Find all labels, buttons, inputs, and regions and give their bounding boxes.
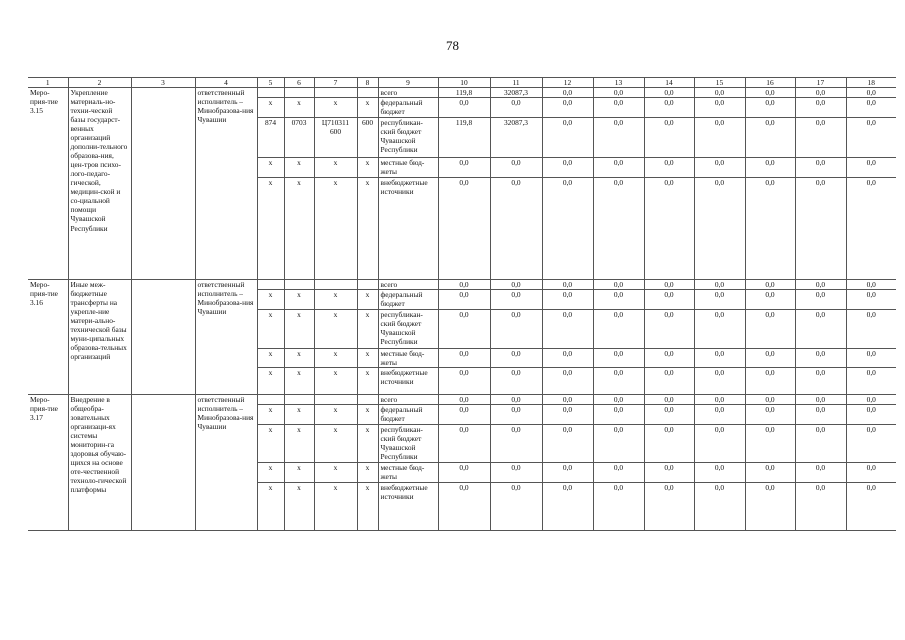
amount-value: 0,0 (490, 463, 542, 483)
amount-value: 0,0 (795, 405, 846, 425)
code-expense: x (357, 310, 378, 349)
amount-value: 0,0 (745, 463, 795, 483)
amount-value: 32087,3 (490, 88, 542, 98)
code-expense: x (357, 463, 378, 483)
executor: ответственный исполнитель – Минобразова-ния Чувашии (195, 88, 257, 280)
amount-value: 0,0 (745, 98, 795, 118)
amount-value: 0,0 (593, 280, 644, 290)
column-number: 15 (694, 78, 745, 88)
amount-value: 0,0 (542, 349, 593, 368)
amount-value: 0,0 (745, 483, 795, 531)
amount-value: 0,0 (644, 463, 694, 483)
amount-value: 0,0 (745, 88, 795, 98)
code-expense (357, 88, 378, 98)
code-grbs: x (257, 310, 284, 349)
code-grbs (257, 88, 284, 98)
amount-value: 0,0 (593, 483, 644, 531)
code-expense (357, 280, 378, 290)
amount-value: 0,0 (694, 368, 745, 395)
code-section: 0703 (284, 118, 314, 158)
amount-value: 0,0 (846, 178, 896, 280)
amount-value: 0,0 (438, 405, 490, 425)
amount-value: 0,0 (745, 280, 795, 290)
code-section (284, 395, 314, 405)
amount-value: 0,0 (694, 483, 745, 531)
amount-value: 0,0 (490, 425, 542, 463)
column-number: 16 (745, 78, 795, 88)
amount-value: 0,0 (490, 310, 542, 349)
amount-value: 0,0 (846, 280, 896, 290)
amount-value: 0,0 (795, 178, 846, 280)
table-row (28, 280, 896, 290)
funding-source: федеральный бюджет (378, 405, 438, 425)
amount-value: 0,0 (745, 290, 795, 310)
amount-value: 0,0 (542, 425, 593, 463)
amount-value: 0,0 (644, 349, 694, 368)
amount-value: 0,0 (795, 425, 846, 463)
amount-value: 0,0 (542, 483, 593, 531)
amount-value: 0,0 (644, 405, 694, 425)
code-target: x (314, 178, 357, 280)
amount-value: 0,0 (593, 88, 644, 98)
code-grbs: x (257, 463, 284, 483)
amount-value: 0,0 (694, 349, 745, 368)
code-expense: 600 (357, 118, 378, 158)
amount-value: 0,0 (644, 425, 694, 463)
amount-value: 0,0 (694, 310, 745, 349)
funding-source: внебюджетные источники (378, 483, 438, 531)
amount-value: 0,0 (542, 158, 593, 178)
code-target: x (314, 158, 357, 178)
amount-value: 0,0 (542, 395, 593, 405)
column-number: 7 (314, 78, 357, 88)
amount-value: 0,0 (795, 483, 846, 531)
amount-value: 0,0 (438, 98, 490, 118)
code-section: x (284, 158, 314, 178)
budget-table (28, 77, 896, 531)
amount-value: 0,0 (795, 349, 846, 368)
amount-value: 0,0 (593, 395, 644, 405)
amount-value: 0,0 (438, 290, 490, 310)
amount-value: 0,0 (490, 280, 542, 290)
amount-value: 0,0 (593, 290, 644, 310)
amount-value: 0,0 (593, 178, 644, 280)
amount-value: 0,0 (438, 310, 490, 349)
code-target: x (314, 368, 357, 395)
code-expense: x (357, 368, 378, 395)
code-expense: x (357, 178, 378, 280)
code-section: x (284, 290, 314, 310)
amount-value: 0,0 (438, 425, 490, 463)
code-expense: x (357, 425, 378, 463)
amount-value: 0,0 (593, 405, 644, 425)
amount-value: 0,0 (644, 280, 694, 290)
amount-value: 0,0 (795, 290, 846, 310)
executor: ответственный исполнитель – Минобразова-ния Чувашии (195, 280, 257, 395)
amount-value: 0,0 (542, 290, 593, 310)
amount-value: 0,0 (644, 310, 694, 349)
amount-value: 0,0 (694, 395, 745, 405)
code-section: x (284, 425, 314, 463)
code-expense: x (357, 98, 378, 118)
amount-value: 0,0 (542, 368, 593, 395)
amount-value: 0,0 (846, 405, 896, 425)
amount-value: 0,0 (694, 88, 745, 98)
amount-value: 0,0 (745, 178, 795, 280)
amount-value: 0,0 (593, 158, 644, 178)
amount-value: 0,0 (846, 425, 896, 463)
code-section (284, 88, 314, 98)
amount-value: 0,0 (795, 280, 846, 290)
column-number-row (28, 78, 896, 88)
code-grbs (257, 280, 284, 290)
funding-source: республикан-ский бюджет Чувашской Республики (378, 310, 438, 349)
code-grbs (257, 395, 284, 405)
code-grbs: x (257, 349, 284, 368)
amount-value: 0,0 (593, 98, 644, 118)
column-number: 6 (284, 78, 314, 88)
amount-value: 0,0 (694, 405, 745, 425)
code-target: x (314, 483, 357, 531)
page-number: 78 (446, 38, 459, 53)
funding-source: всего (378, 395, 438, 405)
amount-value: 0,0 (694, 290, 745, 310)
code-section: x (284, 483, 314, 531)
code-section: x (284, 310, 314, 349)
code-grbs: x (257, 368, 284, 395)
table-row (28, 88, 896, 98)
column-number: 1 (28, 78, 68, 88)
amount-value: 0,0 (490, 483, 542, 531)
amount-value: 0,0 (745, 158, 795, 178)
amount-value: 0,0 (593, 349, 644, 368)
amount-value: 0,0 (795, 395, 846, 405)
column-number: 2 (68, 78, 131, 88)
amount-value: 0,0 (644, 483, 694, 531)
amount-value: 0,0 (542, 178, 593, 280)
column-number: 17 (795, 78, 846, 88)
amount-value: 0,0 (490, 98, 542, 118)
amount-value: 0,0 (542, 405, 593, 425)
amount-value: 0,0 (593, 118, 644, 158)
amount-value: 0,0 (644, 98, 694, 118)
amount-value: 0,0 (846, 118, 896, 158)
amount-value: 0,0 (542, 98, 593, 118)
amount-value: 0,0 (438, 483, 490, 531)
code-section (284, 280, 314, 290)
funding-source: внебюджетные источники (378, 178, 438, 280)
amount-value: 0,0 (795, 98, 846, 118)
code-expense: x (357, 158, 378, 178)
amount-value: 0,0 (846, 88, 896, 98)
funding-source: внебюджетные источники (378, 368, 438, 395)
amount-value: 0,0 (490, 395, 542, 405)
amount-value: 0,0 (490, 290, 542, 310)
empty-cell (131, 88, 195, 280)
amount-value: 0,0 (694, 118, 745, 158)
code-target (314, 88, 357, 98)
amount-value: 0,0 (542, 118, 593, 158)
code-target: x (314, 310, 357, 349)
amount-value: 0,0 (490, 405, 542, 425)
funding-source: республикан-ский бюджет Чувашской Республики (378, 118, 438, 158)
amount-value: 0,0 (490, 158, 542, 178)
amount-value: 0,0 (846, 310, 896, 349)
column-number: 4 (195, 78, 257, 88)
amount-value: 0,0 (745, 118, 795, 158)
empty-cell (131, 280, 195, 395)
amount-value: 0,0 (542, 88, 593, 98)
code-section: x (284, 98, 314, 118)
amount-value: 0,0 (795, 88, 846, 98)
code-expense: x (357, 405, 378, 425)
amount-value: 0,0 (490, 349, 542, 368)
funding-source: местные бюд-жеты (378, 349, 438, 368)
amount-value: 0,0 (846, 290, 896, 310)
amount-value: 0,0 (694, 178, 745, 280)
code-grbs: x (257, 483, 284, 531)
measure-title: Иные меж-бюджетные трансферты на укрепле-ние матери-ально-технической базы муни-ципальных образова-тельных организаций (68, 280, 131, 395)
measure-title: Внедрение в общеобра-зовательных организаци-ях системы мониторин-га здоровья обучаю-щихся на основе оте-чественной техноло-гической платформы (68, 395, 131, 531)
amount-value: 0,0 (694, 158, 745, 178)
amount-value: 0,0 (745, 349, 795, 368)
code-grbs: x (257, 178, 284, 280)
column-number: 13 (593, 78, 644, 88)
code-section: x (284, 349, 314, 368)
amount-value: 0,0 (846, 158, 896, 178)
measure-number: Меро-прия-тие 3.15 (28, 88, 68, 280)
amount-value: 0,0 (438, 395, 490, 405)
funding-source: местные бюд-жеты (378, 158, 438, 178)
amount-value: 0,0 (644, 178, 694, 280)
column-number: 18 (846, 78, 896, 88)
measure-number: Меро-прия-тие 3.16 (28, 280, 68, 395)
amount-value: 0,0 (542, 280, 593, 290)
code-grbs: x (257, 290, 284, 310)
funding-source: всего (378, 280, 438, 290)
amount-value: 0,0 (745, 395, 795, 405)
amount-value: 0,0 (795, 310, 846, 349)
amount-value: 0,0 (846, 463, 896, 483)
funding-source: всего (378, 88, 438, 98)
amount-value: 0,0 (694, 463, 745, 483)
amount-value: 0,0 (846, 368, 896, 395)
amount-value: 0,0 (644, 118, 694, 158)
code-target: x (314, 349, 357, 368)
amount-value: 0,0 (438, 280, 490, 290)
amount-value: 0,0 (438, 463, 490, 483)
amount-value: 0,0 (745, 405, 795, 425)
executor: ответственный исполнитель – Минобразова-ния Чувашии (195, 395, 257, 531)
amount-value: 119,8 (438, 88, 490, 98)
funding-source: местные бюд-жеты (378, 463, 438, 483)
amount-value: 32087,3 (490, 118, 542, 158)
code-target: Ц710311 600 (314, 118, 357, 158)
amount-value: 119,8 (438, 118, 490, 158)
measure-title: Укрепление материаль-но-техни-ческой базы государст-венных организаций дополни-тельного образова-ния, цен-тров психо-лого-педаго-гической, медицин-ской и со-циальной помощи Чувашской Республики (68, 88, 131, 280)
column-number: 8 (357, 78, 378, 88)
amount-value: 0,0 (438, 349, 490, 368)
code-section: x (284, 368, 314, 395)
amount-value: 0,0 (644, 395, 694, 405)
code-target (314, 280, 357, 290)
code-grbs: x (257, 405, 284, 425)
code-grbs: 874 (257, 118, 284, 158)
code-section: x (284, 463, 314, 483)
amount-value: 0,0 (745, 425, 795, 463)
empty-cell (131, 395, 195, 531)
code-section: x (284, 405, 314, 425)
column-number: 3 (131, 78, 195, 88)
amount-value: 0,0 (644, 290, 694, 310)
measure-number: Меро-прия-тие 3.17 (28, 395, 68, 531)
code-target: x (314, 463, 357, 483)
amount-value: 0,0 (593, 463, 644, 483)
amount-value: 0,0 (846, 395, 896, 405)
funding-source: республикан-ский бюджет Чувашской Республики (378, 425, 438, 463)
code-expense: x (357, 483, 378, 531)
amount-value: 0,0 (694, 425, 745, 463)
funding-source: федеральный бюджет (378, 290, 438, 310)
amount-value: 0,0 (846, 98, 896, 118)
amount-value: 0,0 (795, 118, 846, 158)
amount-value: 0,0 (795, 158, 846, 178)
amount-value: 0,0 (438, 158, 490, 178)
table-row (28, 395, 896, 405)
amount-value: 0,0 (593, 310, 644, 349)
amount-value: 0,0 (438, 178, 490, 280)
code-grbs: x (257, 158, 284, 178)
code-expense: x (357, 349, 378, 368)
amount-value: 0,0 (542, 310, 593, 349)
column-number: 9 (378, 78, 438, 88)
amount-value: 0,0 (644, 158, 694, 178)
amount-value: 0,0 (745, 310, 795, 349)
column-number: 14 (644, 78, 694, 88)
code-target: x (314, 290, 357, 310)
amount-value: 0,0 (438, 368, 490, 395)
code-target: x (314, 405, 357, 425)
code-target (314, 395, 357, 405)
amount-value: 0,0 (846, 349, 896, 368)
amount-value: 0,0 (745, 368, 795, 395)
code-target: x (314, 425, 357, 463)
amount-value: 0,0 (795, 368, 846, 395)
code-grbs: x (257, 98, 284, 118)
code-target: x (314, 98, 357, 118)
amount-value: 0,0 (694, 280, 745, 290)
code-expense: x (357, 290, 378, 310)
amount-value: 0,0 (542, 463, 593, 483)
column-number: 5 (257, 78, 284, 88)
code-section: x (284, 178, 314, 280)
amount-value: 0,0 (795, 463, 846, 483)
code-grbs: x (257, 425, 284, 463)
amount-value: 0,0 (644, 368, 694, 395)
amount-value: 0,0 (593, 425, 644, 463)
amount-value: 0,0 (644, 88, 694, 98)
column-number: 10 (438, 78, 490, 88)
amount-value: 0,0 (490, 178, 542, 280)
funding-source: федеральный бюджет (378, 98, 438, 118)
column-number: 12 (542, 78, 593, 88)
amount-value: 0,0 (593, 368, 644, 395)
column-number: 11 (490, 78, 542, 88)
amount-value: 0,0 (694, 98, 745, 118)
amount-value: 0,0 (490, 368, 542, 395)
amount-value: 0,0 (846, 483, 896, 531)
code-expense (357, 395, 378, 405)
